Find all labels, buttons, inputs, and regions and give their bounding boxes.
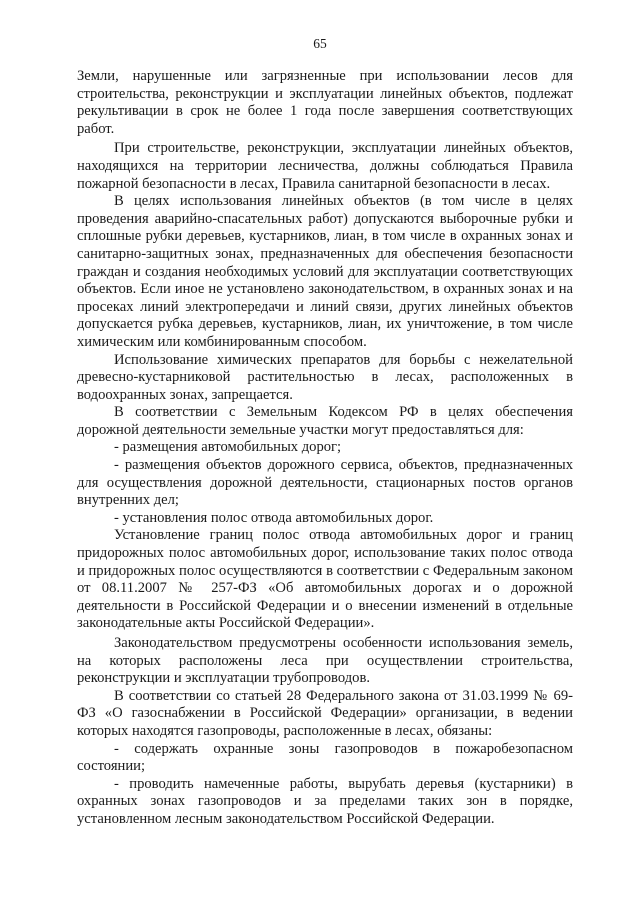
paragraph-logging-rules: В целях использования линейных объектов (в том числе в целях проведения аварийно-спасательных работ) допускаются выборочные рубки и сплошные рубки деревьев, кустарников, лиан, в том числе в охранных зонах и санитарно-защитных зонах, предназначенных для обеспечения безопасности граждан и создания необходимых условий для эксплуатации соответствующих объектов. Если иное не установлено законодательством, в охранных зонах и на просеках линий электропередачи и линий связи, других линейных объектов допускается рубка деревьев, кустарников, лиан, их уничтожение, в том числе химическим или комбинированным способом. (77, 193, 573, 350)
paragraph-fire-safety: При строительстве, реконструкции, эксплуатации линейных объектов, находящихся на территории лесничества, должны соблюдаться Правила пожарной безопасности в лесах, Правила санитарной безопасности в лесах. (77, 140, 573, 192)
paragraph-chemical-ban: Использование химических препаратов для борьбы с нежелательной древесно-кустарниковой растительностью в лесах, расположенных в водоохранных зонах, запрещается. (77, 351, 573, 403)
paragraph-gas-supply-law: В соответствии со статьей 28 Федерального закона от 31.03.1999 № 69-ФЗ «О газоснабжении в Российской Федерации» организации, в ведении которых находятся газопроводы, расположенные в лесах, обязаны: (77, 687, 573, 739)
document-body (77, 68, 573, 829)
list-item-gas-zones: - содержать охранные зоны газопроводов в пожаробезопасном состоянии; (77, 740, 573, 775)
paragraph-land-code: В соответствии с Земельным Кодексом РФ в целях обеспечения дорожной деятельности земельные участки могут предоставляться для: (77, 404, 573, 438)
list-item-gas-works: - проводить намеченные работы, вырубать деревья (кустарники) в охранных зонах газопроводов и за пределами таких зон в порядке, установленном лесным законодательством Российской Федерации. (77, 775, 573, 827)
paragraph-road-boundaries: Установление границ полос отвода автомобильных дорог и границ придорожных полос автомобильных дорог, использование таких полос отвода и придорожных полос осуществляются в соответствии с Федеральным законом от 08.11.2007 № 257-ФЗ «Об автомобильных дорогах и о дорожной деятельности в Российской Федерации и о внесении изменений в отдельные законодательные акты Российской Федерации». (77, 527, 573, 632)
list-item-roads: - размещения автомобильных дорог; (114, 439, 342, 456)
page-number: 65 (313, 36, 327, 51)
paragraph-pipelines: Законодательством предусмотрены особенности использования земель, на которых расположены леса при осуществлении строительства, реконструкции и эксплуатации трубопроводов. (77, 635, 573, 687)
paragraph-land-reclamation: Земли, нарушенные или загрязненные при использовании лесов для строительства, реконструкции и эксплуатации линейных объектов, подлежат рекультивации в срок не более 1 года после завершения соответствующих работ. (77, 68, 573, 137)
list-item-right-of-way: - установления полос отвода автомобильных дорог. (114, 509, 434, 526)
list-item-road-service: - размещения объектов дорожного сервиса, объектов, предназначенных для осуществления дорожной деятельности, стационарных постов органов внутренних дел; (77, 457, 573, 509)
